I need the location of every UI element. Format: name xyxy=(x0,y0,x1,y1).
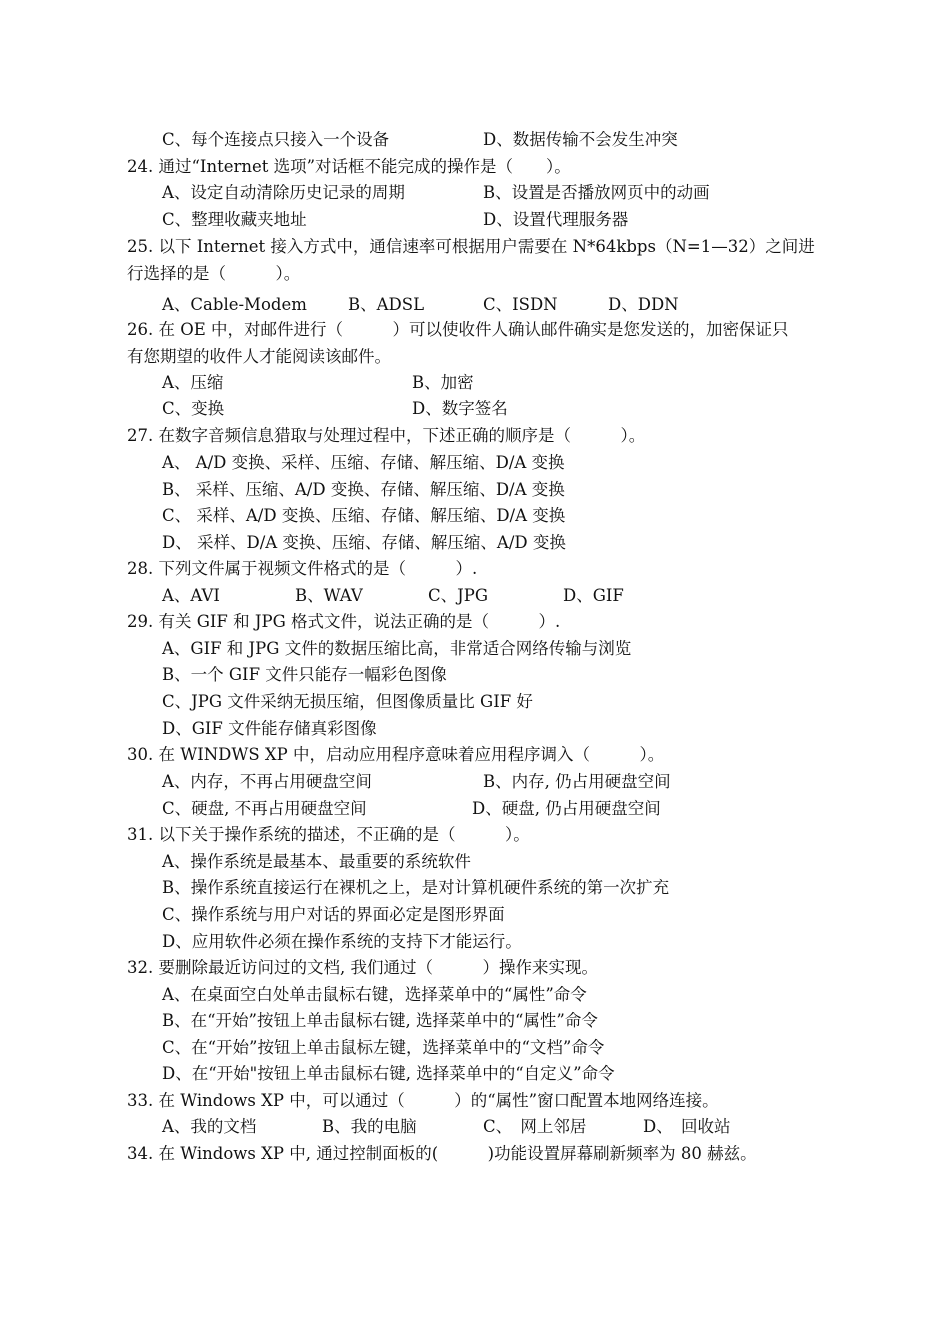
q24-option-b: B、设置是否播放网页中的动画 xyxy=(483,183,710,202)
q31-stem: 31. 以下关于操作系统的描述，不正确的是（ ）。 xyxy=(127,825,530,844)
q33-stem: 33. 在 Windows XP 中，可以通过（ ）的“属性”窗口配置本地网络连接。 xyxy=(127,1091,719,1110)
q23-option-d: D、数据传输不会发生冲突 xyxy=(483,130,678,149)
q26-option-c: C、变换 xyxy=(162,399,225,418)
q27-option-a: A、 A/D 变换、采样、压缩、存储、解压缩、D/A 变换 xyxy=(162,453,565,472)
q28-option-b: B、WAV xyxy=(295,586,363,605)
q32-option-b: B、在“开始”按钮上单击鼠标右键, 选择菜单中的“属性”命令 xyxy=(162,1011,598,1030)
q27-option-b: B、 采样、压缩、A/D 变换、存储、解压缩、D/A 变换 xyxy=(162,480,565,499)
q30-option-c: C、硬盘, 不再占用硬盘空间 xyxy=(162,799,367,818)
q27-option-d: D、 采样、D/A 变换、压缩、存储、解压缩、A/D 变换 xyxy=(162,533,566,552)
q32-stem: 32. 要删除最近访问过的文档, 我们通过（ ）操作来实现。 xyxy=(127,958,598,977)
q29-stem: 29. 有关 GIF 和 JPG 格式文件，说法正确的是（ ）. xyxy=(127,612,561,631)
q31-option-c: C、操作系统与用户对话的界面必定是图形界面 xyxy=(162,905,505,924)
q28-option-a: A、AVI xyxy=(162,586,220,605)
q24-stem: 24. 通过“Internet 选项”对话框不能完成的操作是（ ）。 xyxy=(127,157,571,176)
q26-option-b: B、加密 xyxy=(412,373,474,392)
q33-option-a: A、我的文档 xyxy=(162,1117,257,1136)
q25-option-d: D、DDN xyxy=(608,295,679,314)
q32-option-c: C、在“开始”按钮上单击鼠标左键，选择菜单中的“文档”命令 xyxy=(162,1038,605,1057)
q25-stem-line-2: 行选择的是（ ）。 xyxy=(127,264,301,283)
q24-option-d: D、设置代理服务器 xyxy=(483,210,629,229)
q30-option-a: A、内存，不再占用硬盘空间 xyxy=(162,772,372,791)
q33-option-c: C、 网上邻居 xyxy=(483,1117,587,1136)
q26-option-d: D、数字签名 xyxy=(412,399,508,418)
q34-stem: 34. 在 Windows XP 中, 通过控制面板的( )功能设置屏幕刷新频率为 80 赫兹。 xyxy=(127,1144,757,1163)
q29-option-b: B、一个 GIF 文件只能存一幅彩色图像 xyxy=(162,665,447,684)
q24-option-c: C、整理收藏夹地址 xyxy=(162,210,307,229)
q28-stem: 28. 下列文件属于视频文件格式的是（ ）. xyxy=(127,559,478,578)
q24-option-a: A、设定自动清除历史记录的周期 xyxy=(162,183,405,202)
q30-option-b: B、内存, 仍占用硬盘空间 xyxy=(483,772,671,791)
q33-option-d: D、 回收站 xyxy=(643,1117,731,1136)
q29-option-a: A、GIF 和 JPG 文件的数据压缩比高，非常适合网络传输与浏览 xyxy=(162,639,632,658)
q32-option-d: D、在“开始"按钮上单击鼠标右键, 选择菜单中的“自定义”命令 xyxy=(162,1064,615,1083)
q31-option-b: B、操作系统直接运行在裸机之上，是对计算机硬件系统的第一次扩充 xyxy=(162,878,670,897)
q33-option-b: B、我的电脑 xyxy=(322,1117,417,1136)
q32-option-a: A、在桌面空白处单击鼠标右键，选择菜单中的“属性”命令 xyxy=(162,985,587,1004)
q25-option-b: B、ADSL xyxy=(348,295,425,314)
q26-option-a: A、压缩 xyxy=(162,373,224,392)
q30-stem: 30. 在 WINDWS XP 中，启动应用程序意味着应用程序调入（ ）。 xyxy=(127,745,665,764)
q30-option-d: D、硬盘, 仍占用硬盘空间 xyxy=(472,799,661,818)
q29-option-d: D、GIF 文件能存储真彩图像 xyxy=(162,719,377,738)
q26-stem-line-1: 26. 在 OE 中，对邮件进行（ ）可以使收件人确认邮件确实是您发送的，加密保证只 xyxy=(127,320,789,339)
q28-option-d: D、GIF xyxy=(563,586,624,605)
q28-option-c: C、JPG xyxy=(428,586,489,605)
q31-option-a: A、操作系统是最基本、最重要的系统软件 xyxy=(162,852,471,871)
q27-stem: 27. 在数字音频信息猎取与处理过程中，下述正确的顺序是（ ）。 xyxy=(127,426,646,445)
q31-option-d: D、应用软件必须在操作系统的支持下才能运行。 xyxy=(162,932,522,951)
q25-option-c: C、ISDN xyxy=(483,295,558,314)
q27-option-c: C、 采样、A/D 变换、压缩、存储、解压缩、D/A 变换 xyxy=(162,506,566,525)
q23-option-c: C、每个连接点只接入一个设备 xyxy=(162,130,390,149)
q25-stem-line-1: 25. 以下 Internet 接入方式中，通信速率可根据用户需要在 N*64kbps（N=1—32）之间进 xyxy=(127,237,815,256)
q29-option-c: C、JPG 文件采纳无损压缩，但图像质量比 GIF 好 xyxy=(162,692,533,711)
q26-stem-line-2: 有您期望的收件人才能阅读该邮件。 xyxy=(127,347,391,366)
q25-option-a: A、Cable-Modem xyxy=(162,295,307,314)
